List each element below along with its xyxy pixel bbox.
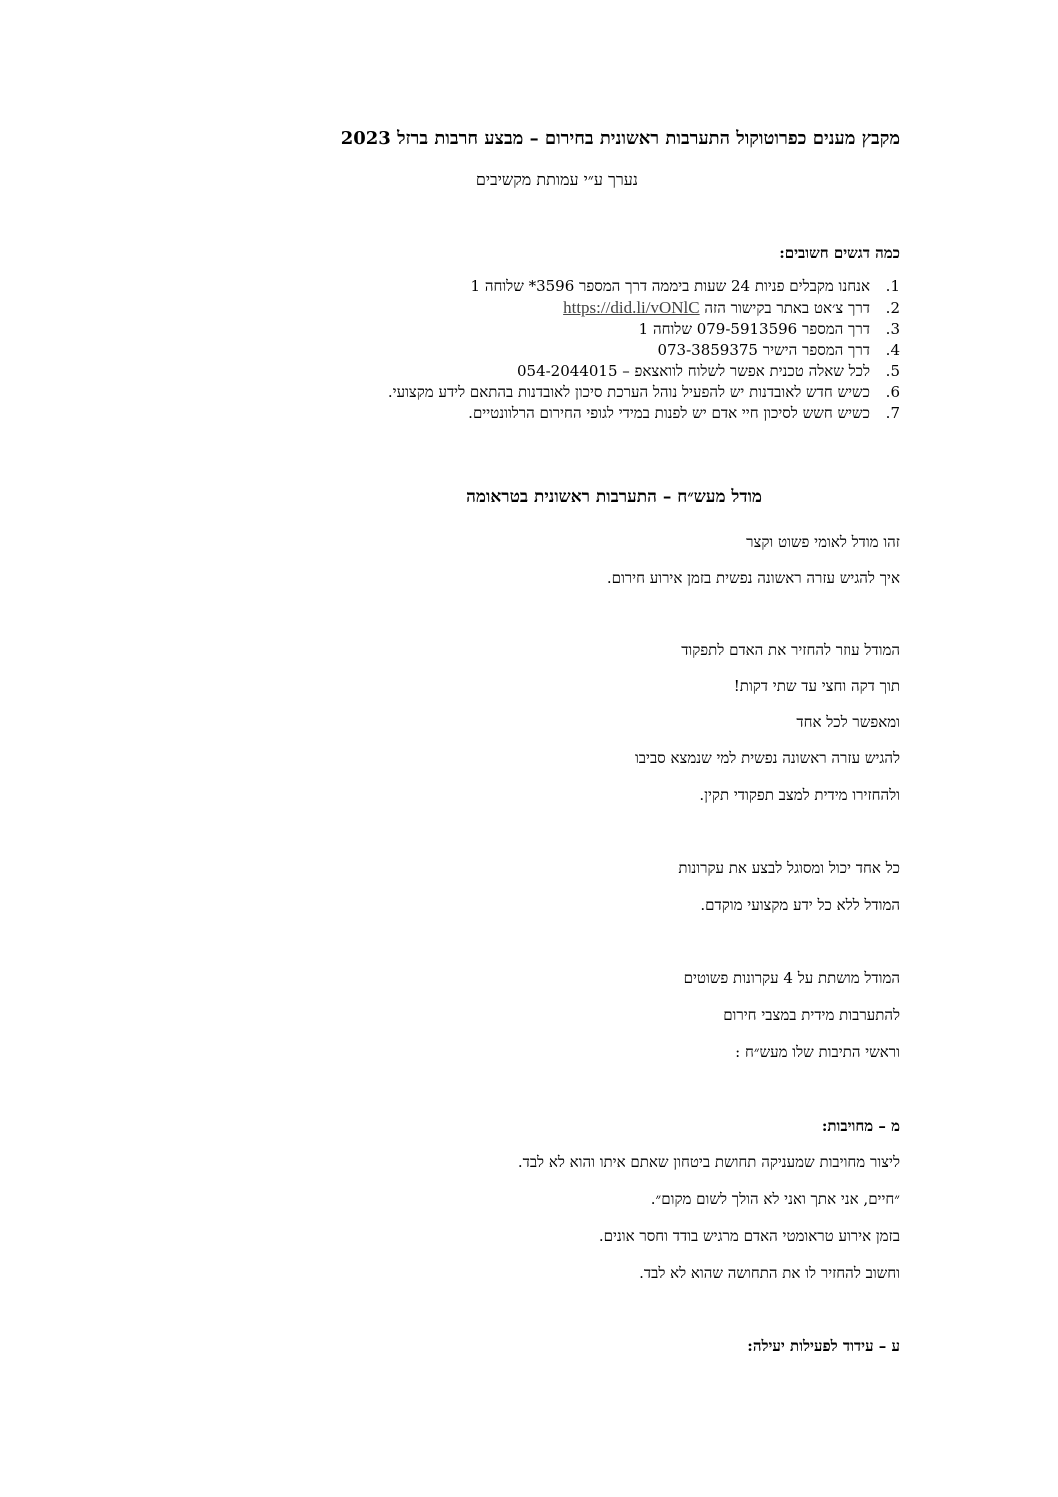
list-item: 5.לכל שאלה טכנית אפשר לשלוח לוואצאפ – 054-2044015	[516, 362, 900, 380]
paragraph: בזמן אירוע טראומטי האדם מרגיש בודד וחסר אונים.	[598, 1227, 900, 1245]
paragraph: זהו מודל לאומי פשוט וקצר	[746, 533, 900, 551]
list-item: 4.דרך המספר הישיר 073-3859375	[657, 341, 900, 359]
paragraph: המודל עוזר להחזיר את האדם לתפקוד	[681, 641, 900, 659]
document-subtitle: נערך ע״י עמותת מקשיבים	[475, 170, 638, 189]
notes-list	[388, 276, 900, 424]
document-title: מקבץ מענים כפרוטוקול התערבות ראשונית בחירום – מבצע חרבות ברזל 2023	[340, 128, 900, 149]
paragraph: ולהחזירו מידית למצב תפקודי תקין.	[699, 786, 900, 804]
list-item: 3.דרך המספר 079-5913596 שלוחה 1	[638, 320, 900, 338]
m-heading: מ – מחויבות:	[821, 1117, 900, 1135]
paragraph: ומאפשר לכל אחד	[796, 713, 900, 731]
paragraph: להגיש עזרה ראשונה נפשית למי שנמצא סביבו	[634, 749, 900, 767]
list-item: 7.כשיש חשש לסיכון חיי אדם יש לפנות במידי לגופי החירום הרלוונטיים.	[468, 404, 900, 422]
paragraph: כל אחד יכול ומסוגל לבצע את עקרונות	[678, 859, 900, 877]
chat-link[interactable]: https://did.li/vONlC	[563, 298, 700, 317]
paragraph: המודל ללא כל ידע מקצועי מוקדם.	[700, 896, 900, 914]
list-item: 2.דרך צ׳אט באתר בקישור הזה https://did.li/vONlC	[563, 298, 900, 317]
paragraph: להתערבות מידית במצבי חירום	[723, 1006, 900, 1024]
paragraph: איך להגיש עזרה ראשונה נפשית בזמן אירוע חירום.	[606, 569, 900, 587]
list-item: 6.כשיש חדש לאובדנות יש להפעיל נוהל הערכת סיכון לאובדנות בהתאם לידע מקצועי.	[387, 383, 900, 401]
notes-heading: כמה דגשים חשובים:	[779, 244, 900, 262]
paragraph: המודל מושתת על 4 עקרונות פשוטים	[683, 969, 900, 987]
paragraph: תוך דקה וחצי עד שתי דקות!	[733, 677, 900, 695]
paragraph: ״חיים, אני אתך ואני לא הולך לשום מקום״.	[650, 1190, 900, 1208]
paragraph: וראשי התיבות שלו מעש״ח :	[735, 1043, 900, 1061]
paragraph: וחשוב להחזיר לו את התחושה שהוא לא לבד.	[639, 1264, 900, 1282]
paragraph: ליצור מחויבות שמעניקה תחושת ביטחון שאתם איתו והוא לא לבד.	[517, 1153, 900, 1171]
section-title: מודל מעש״ח – התערבות ראשונית בטראומה	[466, 487, 762, 507]
list-item: 1.אנחנו מקבלים פניות 24 שעות ביממה דרך המספר 3596* שלוחה 1	[470, 277, 900, 295]
a-heading: ע – עידוד לפעילות יעילה:	[747, 1337, 900, 1355]
